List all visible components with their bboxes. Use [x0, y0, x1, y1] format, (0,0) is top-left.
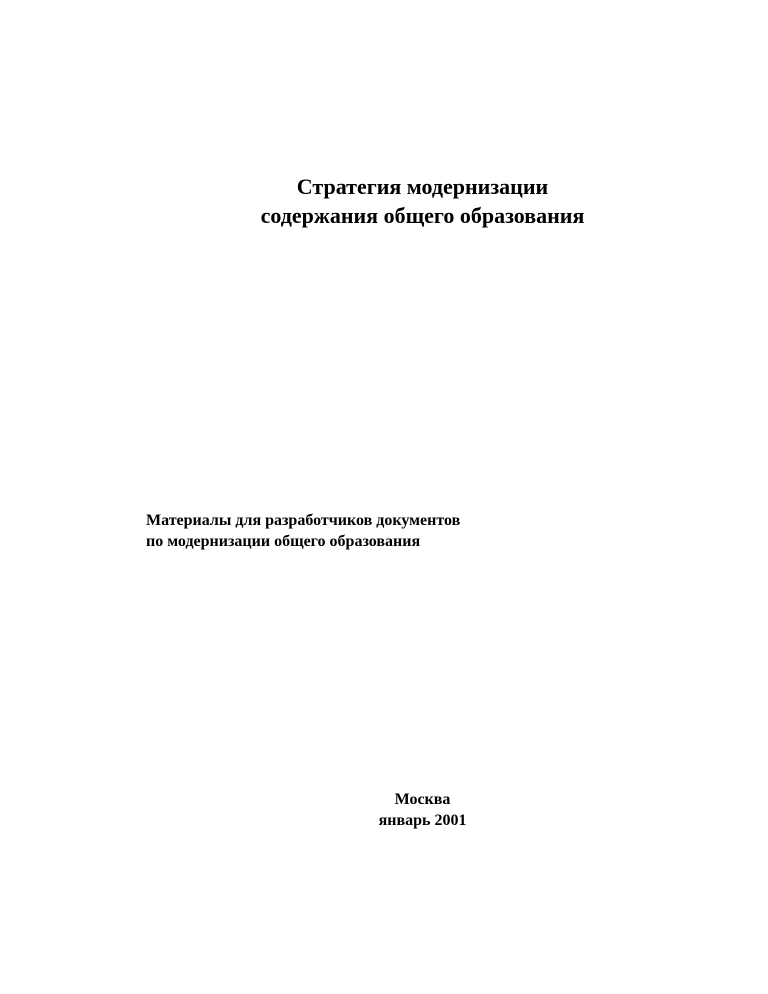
document-title	[0, 172, 768, 230]
subtitle-line-2: по модернизации общего образования	[146, 533, 421, 550]
title-line-1: Стратегия модернизации	[296, 174, 549, 199]
imprint-date: январь 2001	[378, 812, 467, 829]
document-subtitle	[146, 510, 460, 552]
subtitle-line-1: Материалы для разработчиков документов	[146, 512, 461, 529]
imprint-city: Москва	[394, 791, 451, 808]
document-imprint	[0, 789, 768, 831]
title-line-2: содержания общего образования	[260, 203, 585, 228]
